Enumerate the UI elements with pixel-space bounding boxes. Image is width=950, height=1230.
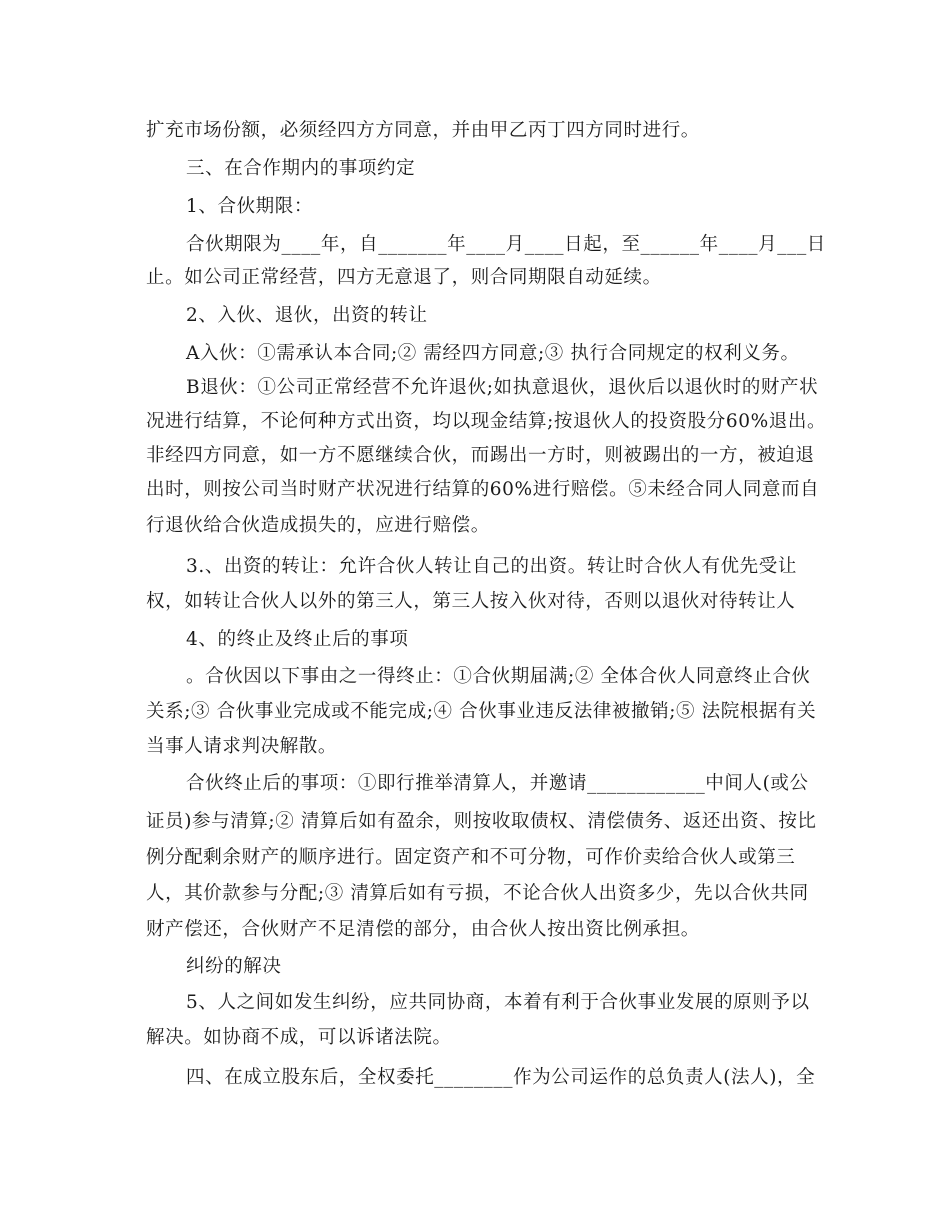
text-line: 合伙期限为____年，自_______年____月____日起，至______年____月___日 (186, 234, 826, 255)
text-line: 止。如公司正常经营，四方无意退了，则合同期限自动延续。 (146, 267, 662, 288)
text-line: 行退伙给合伙造成损失的，应进行赔偿。 (146, 515, 490, 536)
text-line: 例分配剩余财产的顺序进行。固定资产和不可分物，可作价卖给合伙人或第三 (146, 847, 796, 868)
text-line: B退伙：①公司正常经营不允许退伙;如执意退伙，退伙后以退伙时的财产状 (186, 377, 819, 398)
text-line: 证员)参与清算;② 清算后如有盈余，则按收取债权、清偿债务、返还出资、按比 (146, 811, 817, 832)
section-heading: 三、在合作期内的事项约定 (186, 158, 416, 179)
text-line: 扩充市场份额，必须经四方方同意，并由甲乙丙丁四方同时进行。 (146, 120, 700, 141)
clause-heading: 1、合伙期限： (186, 196, 313, 217)
text-line: 况进行结算，不论何种方式出资，均以现金结算;按退伙人的投资股分60%退出。 (146, 411, 827, 432)
text-line: 权，如转让合伙人以外的第三人，第三人按入伙对待，否则以退伙对待转让人 (146, 591, 796, 612)
text-line: 解决。如协商不成，可以诉诸法院。 (146, 1027, 452, 1048)
text-line: 非经四方同意，如一方不愿继续合伙，而踢出一方时，则被踢出的一方，被迫退 (146, 445, 815, 466)
text-line: 合伙终止后的事项：①即行推举清算人，并邀请____________中间人(或公 (186, 773, 809, 794)
text-line: 财产偿还，合伙财产不足清偿的部分，由合伙人按出资比例承担。 (146, 919, 700, 940)
text-line: A入伙：①需承认本合同;② 需经四方同意;③ 执行合同规定的权利义务。 (186, 343, 800, 364)
text-line: 出时，则按公司当时财产状况进行结算的60%进行赔偿。⑤未经合同人同意而自 (146, 479, 820, 500)
text-line: 人，其价款参与分配;③ 清算后如有亏损，不论合伙人出资多少，先以合伙共同 (146, 883, 809, 904)
text-line: 四、在成立股东后，全权委托________作为公司运作的总负责人(法人)，全 (186, 1067, 816, 1088)
section-heading: 纠纷的解决 (186, 956, 282, 977)
clause-heading: 2、入伙、退伙，出资的转让 (186, 305, 428, 326)
text-line: 当事人请求判决解散。 (146, 736, 338, 757)
clause-heading: 4、的终止及终止后的事项 (186, 629, 409, 650)
text-line: 3.、出资的转让：允许合伙人转让自己的出资。转让时合伙人有优先受让 (186, 556, 797, 577)
text-line: 。合伙因以下事由之一得终止：①合伙期届满;② 全体合伙人同意终止合伙 (186, 666, 811, 687)
text-line: 5、人之间如发生纠纷，应共同协商，本着有利于合伙事业发展的原则予以 (186, 992, 810, 1013)
text-line: 关系;③ 合伙事业完成或不能完成;④ 合伙事业违反法律被撤销;⑤ 法院根据有关 (146, 701, 817, 722)
